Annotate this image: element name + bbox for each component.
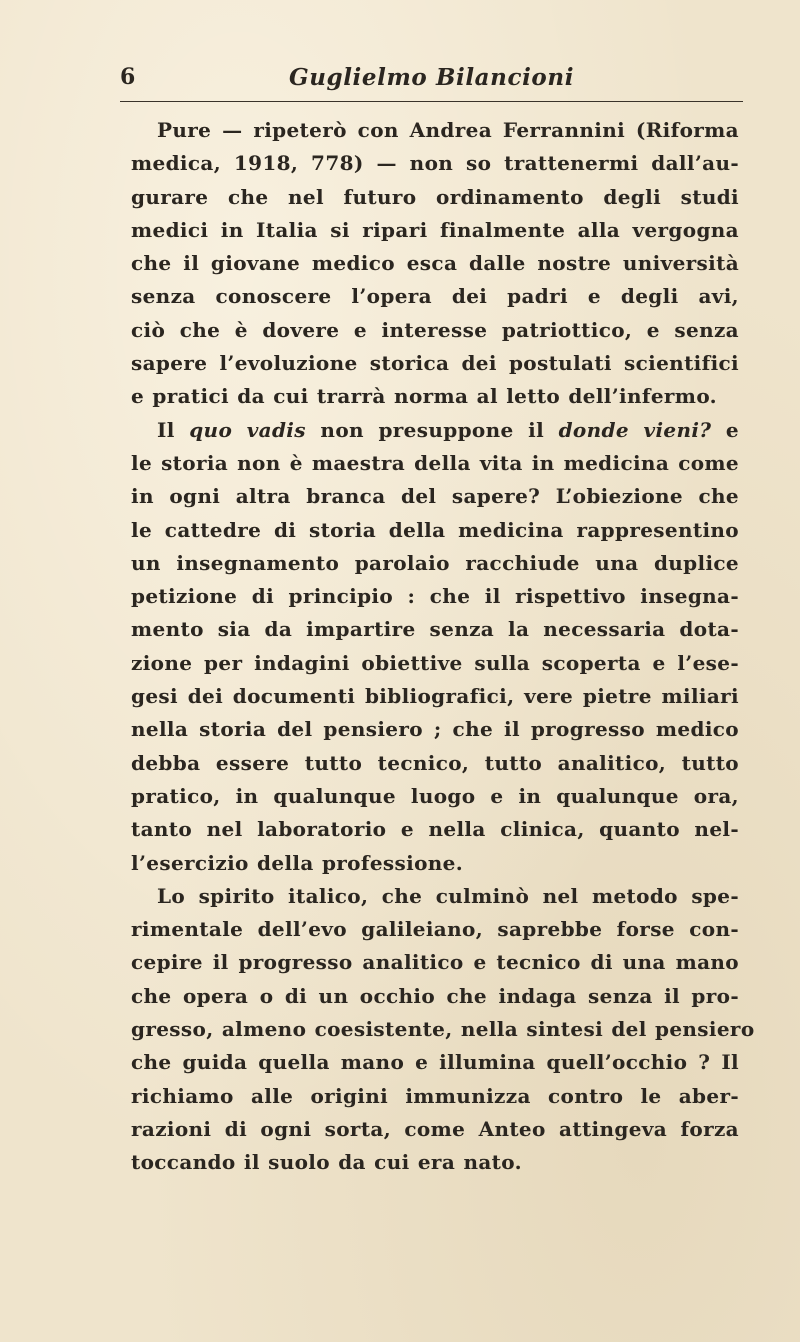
page-number: 6 (120, 64, 136, 90)
text-line: pratico, in qualunque luogo e in qualunque ora, (131, 783, 739, 808)
text-run: e (711, 417, 740, 442)
text-line: sapere l’evoluzione storica dei postulati scientifici (131, 351, 739, 376)
text-line: tanto nel laboratorio e nella clinica, quanto nel- (131, 817, 739, 842)
text-line: ciò che è dovere e interesse patriottico, e senza (131, 317, 739, 342)
text-line: in ogni altra branca del sapere? L’obiezione che (131, 484, 739, 509)
body-text (131, 114, 755, 1180)
text-line: le storia non è maestra della vita in medicina come (131, 450, 739, 475)
text-line: che opera o di un occhio che indaga senza il pro- (131, 983, 739, 1008)
text-run: non presuppone il (305, 417, 559, 442)
italic-phrase-quo-vadis: quo vadis (189, 417, 306, 442)
text-line (131, 414, 739, 447)
text-line: gurare che nel futuro ordinamento degli studi (131, 184, 739, 209)
text-line: cepire il progresso analitico e tecnico di una mano (131, 950, 739, 975)
paragraph-1 (131, 114, 739, 414)
text-line: e pratici da cui trarrà norma al letto dell’infermo. (131, 384, 717, 409)
running-head-author: Guglielmo Bilancioni (288, 64, 575, 91)
text-line: che guida quella mano e illumina quell’occhio ? Il (131, 1050, 739, 1075)
text-line: medici in Italia si ripari finalmente alla vergogna (131, 217, 739, 242)
text-line: razioni di ogni sorta, come Anteo attingeva forza (131, 1116, 739, 1141)
text-line: debba essere tutto tecnico, tutto analitico, tutto (131, 750, 739, 775)
running-head (120, 64, 743, 102)
paragraph-2 (131, 414, 739, 880)
text-line: un insegnamento parolaio racchiude una duplice (131, 550, 739, 575)
text-line: che il giovane medico esca dalle nostre università (131, 251, 739, 276)
text-line: toccando il suolo da cui era nato. (131, 1150, 522, 1175)
text-run: Il (157, 417, 190, 442)
italic-phrase-donde-vieni: donde vieni? (558, 417, 712, 442)
text-line: gresso, almeno coesistente, nella sintesi del pensiero (131, 1017, 755, 1042)
header-rule (120, 101, 743, 102)
text-line: rimentale dell’evo galileiano, saprebbe forse con- (131, 917, 739, 942)
text-line: le cattedre di storia della medicina rappresentino (131, 517, 739, 542)
text-line: senza conoscere l’opera dei padri e degli avi, (131, 284, 739, 309)
text-line: medica, 1918, 778) — non so trattenermi dall’au- (131, 151, 739, 176)
text-line: nella storia del pensiero ; che il progresso medico (131, 717, 739, 742)
paragraph-3 (131, 880, 755, 1180)
text-line: zione per indagini obiettive sulla scoperta e l’ese- (131, 650, 739, 675)
text-line: richiamo alle origini immunizza contro le aber- (131, 1083, 739, 1108)
text-line: gesi dei documenti bibliografici, vere pietre miliari (131, 684, 739, 709)
text-line: Pure — ripeterò con Andrea Ferrannini (Riforma (157, 118, 739, 142)
text-line: Lo spirito italico, che culminò nel metodo spe- (157, 883, 739, 908)
text-line: mento sia da impartire senza la necessaria dota- (131, 617, 739, 642)
text-line: l’esercizio della professione. (131, 850, 464, 875)
text-line: petizione di principio : che il rispettivo insegna- (131, 584, 739, 609)
